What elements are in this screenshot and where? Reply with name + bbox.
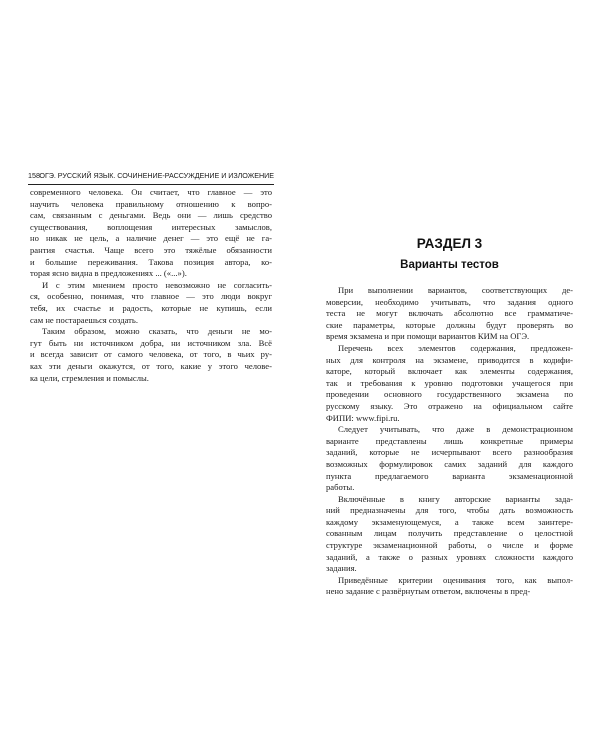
text-line: сам не постараешься создать. — [30, 314, 138, 325]
section-title: РАЗДЕЛ 3 — [416, 236, 483, 251]
paragraph — [30, 280, 272, 326]
text-line: Таким образом, можно сказать, что деньги не мо- — [42, 326, 272, 337]
text-line: торая ясно видна в предложениях ... («...»). — [30, 268, 187, 279]
paragraph — [30, 326, 272, 384]
text-line: и всегда зависит от самого человека, от того, в чьих ру- — [30, 349, 272, 360]
text-line: русскому языку. Это отражено на официальном сайте — [326, 400, 573, 411]
text-line: современного человека. Он считает, что главное — это — [30, 187, 272, 197]
text-line: И с этим мнением просто невозможно не согласить- — [42, 279, 272, 290]
text-line: возможных формулировок самих заданий для каждого — [326, 458, 573, 469]
text-line: пункта предлагаемого варианта экзаменационной — [326, 470, 573, 481]
text-line: время экзамена и при помощи вариантов КИМ на ОГЭ. — [326, 331, 530, 342]
text-line: задания. — [326, 563, 357, 574]
text-line: сованным лицам получить представление о целостной — [326, 528, 573, 539]
text-line: сам, связанным с деньгами. Ведь они — лишь средство — [30, 210, 272, 221]
text-line: ний предназначены для того, чтобы дать возможность — [326, 505, 573, 516]
text-line: тебя, их счастье и радость, которые не купишь, если — [30, 302, 272, 313]
text-line: Перечень всех элементов содержания, предложен- — [338, 342, 573, 353]
paragraph — [30, 187, 272, 280]
left-body-text — [30, 187, 272, 384]
text-line: При выполнении вариантов, соответствующих де- — [338, 285, 573, 295]
text-line: Приведённые критерии оценивания того, как выпол- — [338, 574, 573, 585]
paragraph — [326, 494, 573, 575]
page-number: 158 — [28, 171, 40, 180]
text-line: заданий, которые не исчерпывают всего разнообразия — [326, 447, 573, 458]
paragraph — [326, 343, 573, 424]
text-line: ФИПИ: www.fipi.ru. — [326, 412, 400, 423]
text-line: существования, воплощения интересных замыслов, — [30, 221, 272, 232]
text-line: ся, особенно, понимая, что главное — это люди вокруг — [30, 291, 272, 302]
right-body-text — [326, 285, 573, 598]
running-header-title: ОГЭ. РУССКИЙ ЯЗЫК. СОЧИНЕНИЕ-РАССУЖДЕНИЕ И ИЗЛОЖЕНИЕ — [39, 171, 274, 180]
text-line: ных для контроля на экзамене, приводится в кодифи- — [326, 354, 573, 365]
text-line: Включённые в книгу авторские варианты зада- — [338, 493, 573, 504]
text-line: нено задание с развёрнутым ответом, включены в пред- — [326, 586, 531, 597]
text-line: структуре экзаменационной работы, о числе и форме — [326, 540, 573, 551]
text-line: каторе, который включает как элементы содержания, — [326, 366, 573, 377]
text-line: научить человека правильному отношению к вопро- — [30, 198, 272, 209]
text-line: варианте представлены лишь конкретные примеры — [326, 435, 573, 446]
text-line: рантия счастья. Чаще всего это тяжёлые обязанности — [30, 244, 272, 255]
text-line: моверсии, необходимо учитывать, что задания одного — [326, 296, 573, 307]
paragraph — [326, 285, 573, 343]
text-line: так и требования к уровню подготовки учащегося при — [326, 377, 573, 388]
text-line: работы. — [326, 482, 355, 493]
running-header — [28, 170, 274, 185]
text-line: заданий, а также о разных уровнях сложности каждого — [326, 551, 573, 562]
text-line: ские параметры, которые должны будут проверять во — [326, 319, 573, 330]
text-line: теста не могут включать абсолютно все грамматиче- — [326, 308, 573, 319]
text-line: ка цели, стремления и помыслы. — [30, 372, 149, 383]
text-line: гут быть ни источником добра, ни источником зла. Всё — [30, 337, 272, 348]
text-line: и большие переживания. Такова позиция автора, ко- — [30, 256, 272, 267]
section-subtitle: Варианты тестов — [400, 259, 499, 271]
text-line: Следует учитывать, что даже в демонстрационном — [338, 424, 573, 435]
text-line: каждому экзаменующемуся, а также всем заинтере- — [326, 516, 573, 527]
paragraph — [326, 575, 573, 598]
text-line: проведении основного государственного экзамена по — [326, 389, 573, 400]
paragraph — [326, 424, 573, 494]
text-line: но никак не цель, а наличие денег — это ещё не га- — [30, 233, 272, 244]
text-line: ках эти деньги окажутся, от того, какие у этого челове- — [30, 360, 272, 371]
